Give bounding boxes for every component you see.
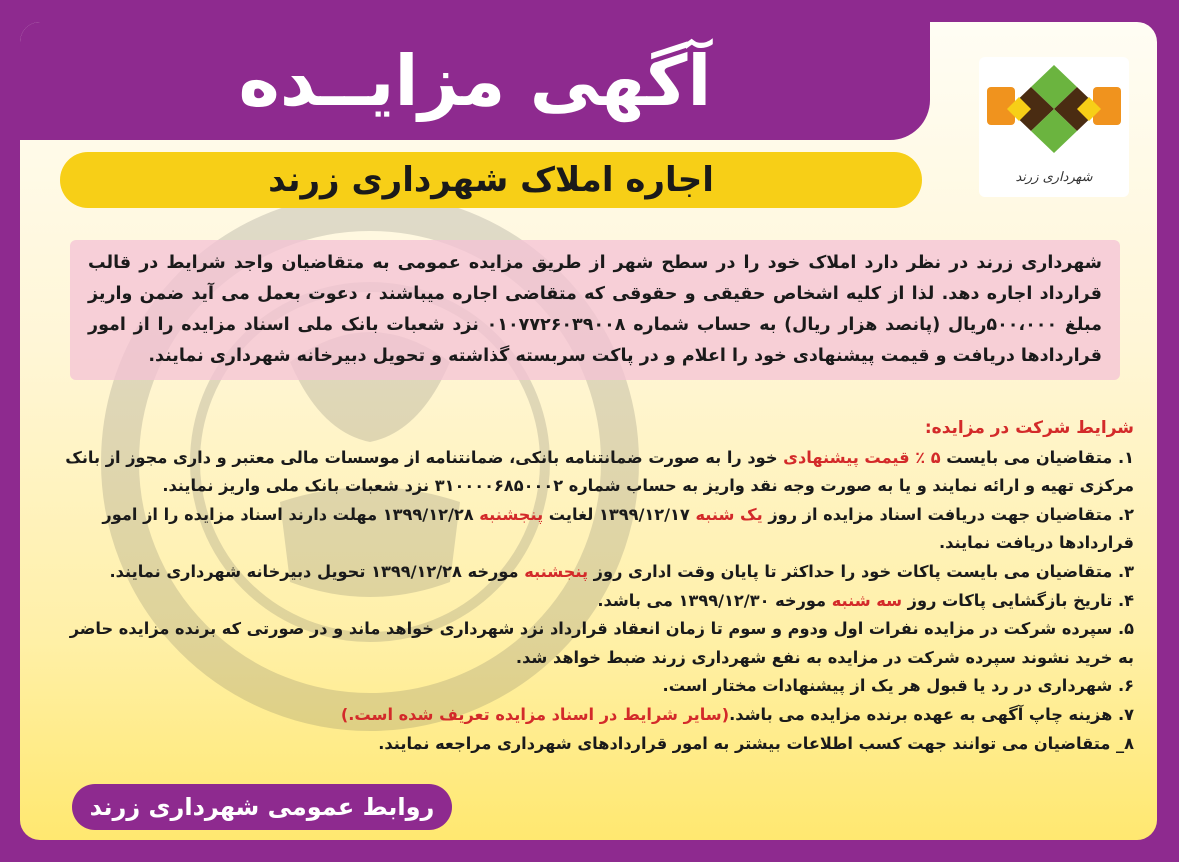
subtitle: اجاره املاک شهرداری زرند — [268, 160, 714, 200]
condition-highlight: یک شنبه — [695, 504, 763, 524]
condition-item-1 — [54, 444, 1134, 501]
footer-badge — [72, 784, 452, 830]
condition-item-3 — [54, 558, 1134, 587]
logo-caption: شهرداری زرند — [1015, 170, 1093, 185]
title-banner — [20, 22, 930, 140]
condition-highlight: (سایر شرایط در اسناد مزایده تعریف شده است.) — [340, 704, 730, 724]
condition-text: ۶. شهرداری در رد یا قبول هر یک از پیشنهادات مختار است. — [662, 676, 1134, 696]
condition-text: ۱۳۹۹/۱۲/۱۷ لغایت — [543, 504, 696, 524]
condition-highlight: پنجشنبه — [524, 561, 589, 581]
condition-item-2 — [54, 501, 1134, 558]
condition-text: مورخه ۱۳۹۹/۱۲/۳۰ می باشد. — [597, 590, 832, 610]
conditions-section — [54, 414, 1134, 758]
condition-text: ۵. سپرده شرکت در مزایده نفرات اول ودوم و سوم تا زمان انعقاد قرارداد نزد شهرداری خواهد ماند و در صورتی که برنده مزایده حاضر به خرید نشوند سپرده شرکت در مزایده به نفع شهرداری زرند ضبط خواهد شد. — [69, 619, 1134, 667]
page-title: آگهی مزایــده — [238, 40, 712, 122]
subtitle-bar — [60, 152, 922, 208]
condition-text: ۱. متقاضیان می بایست — [940, 447, 1134, 467]
condition-item-6 — [54, 672, 1134, 701]
condition-highlight: پنجشنبه — [479, 504, 544, 524]
notice-body — [20, 22, 1157, 840]
condition-text: ۳. متقاضیان می بایست پاکات خود را حداکثر تا پایان وقت اداری روز — [588, 561, 1134, 581]
intro-paragraph: شهرداری زرند در نظر دارد املاک خود را در سطح شهر از طریق مزایده عمومی به متقاضیان واجد شرایط در قالب قرارداد اجاره دهد. لذا از کلیه اشخاص حقیقی و حقوقی که متقاضی اجاره میباشند ، دعوت بعمل می آید ضمن واریز مبلغ ۵۰۰،۰۰۰ریال (پانصد هزار ریال) به حساب شماره ۰۱۰۷۷۲۶۰۳۹۰۰۸ نزد شعبات بانک ملی اسناد مزایده را از امور قراردادها دریافت و قیمت پیشنهادی خود را اعلام و در پاکت سربسته گذاشته و تحویل دبیرخانه شهرداری نمایند. — [70, 240, 1120, 380]
condition-item-8 — [54, 730, 1134, 759]
condition-item-4 — [54, 587, 1134, 616]
condition-text: مورخه ۱۳۹۹/۱۲/۲۸ تحویل دبیرخانه شهرداری نمایند. — [109, 561, 525, 581]
logo-icon — [979, 57, 1129, 167]
condition-text: ۸_ متقاضیان می توانند جهت کسب اطلاعات بیشتر به امور قراردادهای شهرداری مراجعه نمایند. — [378, 733, 1134, 753]
municipality-logo — [979, 57, 1129, 197]
condition-highlight: ۵ ٪ قیمت پیشنهادی — [783, 447, 941, 467]
condition-item-7 — [54, 701, 1134, 730]
conditions-heading: شرایط شرکت در مزایده: — [924, 418, 1134, 438]
condition-text: خود را به صورت ضمانتنامه بانکی، ضمانتنامه از موسسات مالی معتبر و داری مجوز از بانک مرکزی تهیه و ارائه نمایند و یا به صورت وجه نقد واریز به حساب شماره ۳۱۰۰۰۰۶۸۵۰۰۰۲ نزد شعبات بانک ملی واریز نمایند. — [65, 447, 1134, 496]
condition-text: ۴. تاریخ بازگشایی پاکات روز — [902, 590, 1134, 610]
condition-text: ۲. متقاضیان جهت دریافت اسناد مزایده از روز — [762, 504, 1134, 524]
footer-label: روابط عمومی شهرداری زرند — [89, 793, 435, 821]
condition-item-5 — [54, 615, 1134, 672]
condition-text: ۷. هزینه چاپ آگهی به عهده برنده مزایده می باشد. — [729, 704, 1134, 724]
condition-text: ۱۳۹۹/۱۲/۲۸ مهلت دارند اسناد مزایده را از امور قراردادها دریافت نمایند. — [102, 504, 1134, 553]
condition-highlight: سه شنبه — [831, 590, 903, 610]
